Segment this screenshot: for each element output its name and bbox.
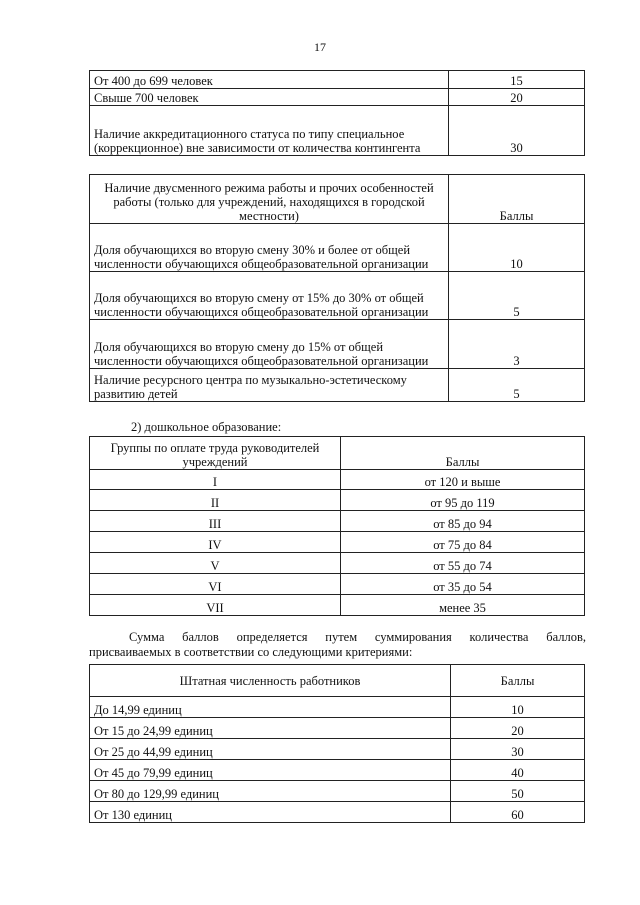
staff-count-table: [89, 664, 585, 823]
table-row: [90, 532, 585, 553]
row-score: 10: [451, 697, 585, 718]
table-header-row: [90, 437, 585, 470]
table-row: [90, 718, 585, 739]
table-header-row: [90, 175, 585, 224]
row-label: Свыше 700 человек: [90, 89, 449, 106]
table-row: [90, 697, 585, 718]
table-row: [90, 511, 585, 532]
row-score: 10: [449, 224, 585, 272]
row-label: Наличие аккредитационного статуса по типу специальное (коррекционное) вне зависимости от количества контингента: [90, 106, 449, 156]
row-label: От 25 до 44,99 единиц: [90, 739, 451, 760]
table-row: [90, 781, 585, 802]
table-row: [90, 320, 585, 369]
header-score: Баллы: [451, 665, 585, 697]
row-label: От 80 до 129,99 единиц: [90, 781, 451, 802]
table-row: [90, 490, 585, 511]
subheading: 2) дошкольное образование:: [131, 420, 282, 434]
table-row: [90, 89, 585, 106]
table-row: [90, 470, 585, 490]
table-row: [90, 71, 585, 89]
row-score: 20: [451, 718, 585, 739]
table-row: [90, 106, 585, 156]
row-score: 60: [451, 802, 585, 823]
table-row: [90, 802, 585, 823]
preschool-groups-table: [89, 436, 585, 616]
row-label: От 130 единиц: [90, 802, 451, 823]
table-row: [90, 595, 585, 616]
paragraph-line: Сумма баллов определяется путем суммирования количества баллов,: [129, 630, 586, 644]
row-score: 20: [449, 89, 585, 106]
row-score: 15: [449, 71, 585, 89]
row-score: 40: [451, 760, 585, 781]
group-score: от 120 и выше: [341, 470, 585, 490]
group-numeral: I: [90, 470, 341, 490]
table-row: [90, 369, 585, 402]
row-score: 3: [449, 320, 585, 369]
table-row: [90, 574, 585, 595]
row-score: 30: [451, 739, 585, 760]
row-score: 50: [451, 781, 585, 802]
group-numeral: II: [90, 490, 341, 511]
table-row: [90, 739, 585, 760]
row-label: От 45 до 79,99 единиц: [90, 760, 451, 781]
shift-mode-table: [89, 174, 585, 402]
header-label: Наличие двусменного режима работы и прочих особенностей работы (только для учреждений, находящихся в городской местности): [90, 175, 449, 224]
table-row: [90, 760, 585, 781]
group-score: от 95 до 119: [341, 490, 585, 511]
table-header-row: [90, 665, 585, 697]
header-label: Штатная численность работников: [90, 665, 451, 697]
group-score: менее 35: [341, 595, 585, 616]
group-numeral: VI: [90, 574, 341, 595]
group-numeral: IV: [90, 532, 341, 553]
row-label: Доля обучающихся во вторую смену от 15% до 30% от общей численности обучающихся общеобразовательной организации: [90, 272, 449, 320]
header-score: Баллы: [341, 437, 585, 470]
row-score: 5: [449, 272, 585, 320]
criteria-paragraph: [89, 630, 586, 660]
group-score: от 35 до 54: [341, 574, 585, 595]
table-row: [90, 224, 585, 272]
header-score: Баллы: [449, 175, 585, 224]
row-label: Доля обучающихся во вторую смену до 15% от общей численности обучающихся общеобразовательной организации: [90, 320, 449, 369]
row-label: Наличие ресурсного центра по музыкально-эстетическому развитию детей: [90, 369, 449, 402]
group-numeral: III: [90, 511, 341, 532]
group-score: от 75 до 84: [341, 532, 585, 553]
header-group: Группы по оплате труда руководителей учреждений: [90, 437, 341, 470]
row-label: От 15 до 24,99 единиц: [90, 718, 451, 739]
group-numeral: V: [90, 553, 341, 574]
table-row: [90, 553, 585, 574]
group-score: от 55 до 74: [341, 553, 585, 574]
school-size-table: [89, 70, 585, 156]
table-row: [90, 272, 585, 320]
row-label: До 14,99 единиц: [90, 697, 451, 718]
row-label: Доля обучающихся во вторую смену 30% и более от общей численности обучающихся общеобразовательной организации: [90, 224, 449, 272]
row-label: От 400 до 699 человек: [90, 71, 449, 89]
group-numeral: VII: [90, 595, 341, 616]
group-score: от 85 до 94: [341, 511, 585, 532]
paragraph-line: присваиваемых в соответствии со следующими критериями:: [89, 645, 413, 659]
row-score: 30: [449, 106, 585, 156]
page-number: 17: [314, 40, 326, 54]
row-score: 5: [449, 369, 585, 402]
